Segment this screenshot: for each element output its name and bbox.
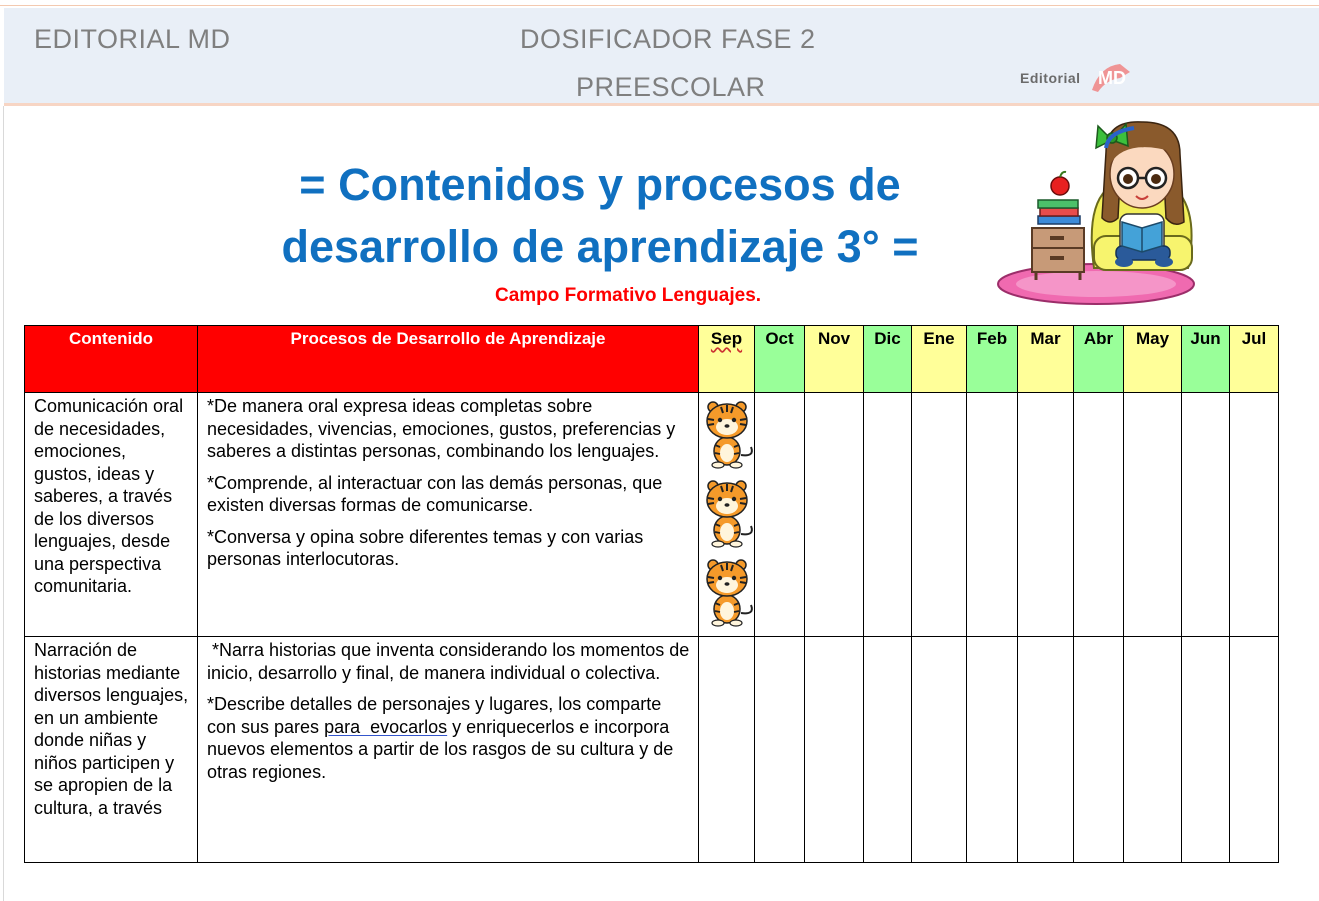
row-2-procesos	[198, 637, 699, 863]
header-procesos: Procesos de Desarrollo de Aprendizaje	[198, 326, 699, 393]
month-oct: Oct	[755, 326, 805, 393]
row-1-dic-cell	[864, 393, 912, 637]
row-2-feb-cell	[967, 637, 1018, 863]
row-1-proceso-2: *Comprende, al interactuar con las demás personas, que existen diversas formas de comunicarse.	[207, 472, 663, 515]
planning-table	[24, 325, 1279, 863]
row-2-abr-cell	[1074, 637, 1124, 863]
header-document-name: DOSIFICADOR FASE 2	[520, 24, 816, 54]
tiger-sticker-icon	[701, 399, 757, 469]
row-2-contenido: Narración de historias mediante diversos lenguajes, en un ambiente donde niñas y niños participen y se apropien de la cultura, a través	[25, 637, 198, 863]
editorial-md-logo	[1018, 58, 1134, 98]
row-2-may-cell	[1124, 637, 1182, 863]
month-abr: Abr	[1074, 326, 1124, 393]
title-line-1: = Contenidos y procesos de	[299, 159, 901, 210]
month-mar: Mar	[1018, 326, 1074, 393]
month-dic: Dic	[864, 326, 912, 393]
row-1-abr-cell	[1074, 393, 1124, 637]
row-2-proceso-2a: *Describe detalles de personajes y lugares, los comparte con sus pares	[207, 694, 662, 737]
campo-formativo-subtitle: Campo Formativo Lenguajes.	[495, 285, 762, 306]
logo-text: Editorial	[1020, 70, 1081, 86]
page-margin-rule	[3, 106, 4, 901]
row-2-sep-cell	[699, 637, 755, 863]
month-feb: Feb	[967, 326, 1018, 393]
table-row	[25, 393, 1279, 637]
page-title	[200, 154, 1000, 278]
row-2-oct-cell	[755, 637, 805, 863]
title-line-2: desarrollo de aprendizaje 3° =	[281, 221, 919, 272]
logo-mark-text: MD	[1098, 68, 1126, 88]
header-contenido: Contenido	[25, 326, 198, 393]
row-1-jun-cell	[1182, 393, 1230, 637]
row-1-procesos	[198, 393, 699, 637]
row-1-contenido: Comunicación oral de necesidades, emociones, gustos, ideas y saberes, a través de los diversos lenguajes, desde una perspectiva comunitaria.	[25, 393, 198, 637]
tiger-sticker-icon	[701, 478, 757, 548]
row-2-jul-cell	[1230, 637, 1279, 863]
row-2-proceso-2b: para evocarlos	[324, 716, 448, 737]
row-2-proceso-2c: y enriquecerlos e incorpora nuevos elementos a partir de los rasgos de su cultura y de otras regiones.	[207, 716, 674, 782]
row-1-sep-cell	[699, 393, 755, 637]
table-row	[25, 637, 1279, 863]
row-1-jul-cell	[1230, 393, 1279, 637]
header-level: PREESCOLAR	[576, 72, 766, 102]
logo-mark-icon	[1090, 60, 1134, 94]
row-1-oct-cell	[755, 393, 805, 637]
tiger-stickers	[699, 393, 754, 636]
row-2-nov-cell	[805, 637, 864, 863]
page-header	[4, 8, 1319, 106]
row-2-jun-cell	[1182, 637, 1230, 863]
row-1-mar-cell	[1018, 393, 1074, 637]
row-1-proceso-3: *Conversa y opina sobre diferentes temas y con varias personas interlocutoras.	[207, 526, 644, 569]
month-sep	[699, 326, 755, 393]
page-top-edge	[0, 0, 1319, 6]
month-ene: Ene	[912, 326, 967, 393]
row-2-dic-cell	[864, 637, 912, 863]
row-2-proceso-2	[207, 693, 690, 783]
row-1-may-cell	[1124, 393, 1182, 637]
month-nov: Nov	[805, 326, 864, 393]
month-jul: Jul	[1230, 326, 1279, 393]
girl-reading-icon	[994, 118, 1206, 310]
row-2-ene-cell	[912, 637, 967, 863]
row-2-proceso-1: *Narra historias que inventa considerando los momentos de inicio, desarrollo y final, de manera individual o colectiva.	[207, 640, 695, 683]
table-header-row	[25, 326, 1279, 393]
header-publisher: EDITORIAL MD	[34, 24, 231, 54]
row-1-nov-cell	[805, 393, 864, 637]
month-may: May	[1124, 326, 1182, 393]
row-1-proceso-1: *De manera oral expresa ideas completas sobre necesidades, vivencias, emociones, gustos, preferencias y saberes a distintas personas, combinando los lenguajes.	[207, 396, 676, 461]
month-sep-label: Sep	[710, 329, 743, 348]
row-1-ene-cell	[912, 393, 967, 637]
row-2-mar-cell	[1018, 637, 1074, 863]
month-jun: Jun	[1182, 326, 1230, 393]
tiger-sticker-icon	[701, 557, 757, 627]
row-1-feb-cell	[967, 393, 1018, 637]
